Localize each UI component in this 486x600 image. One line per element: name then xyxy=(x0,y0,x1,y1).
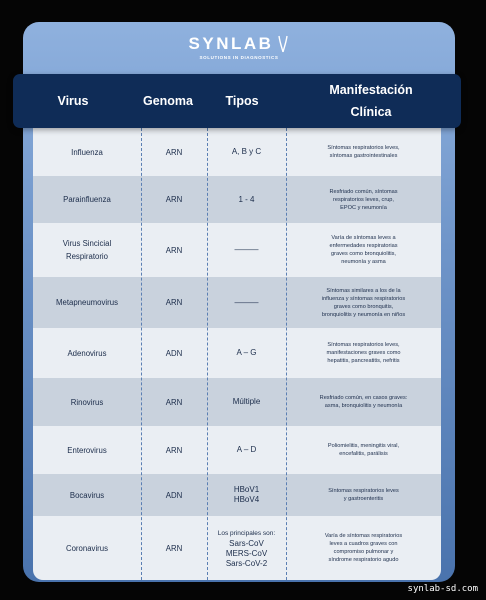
virus-name-line: Metapneumovirus xyxy=(56,298,118,307)
header-manifestacion xyxy=(281,79,461,123)
manifestacion-value-line: síntomas gastrointestinales xyxy=(329,153,398,159)
manifestacion-value-line: Varía de síntomas leves a xyxy=(331,235,396,241)
virus-name-line: Enterovirus xyxy=(67,445,107,455)
tipos-value xyxy=(207,348,286,358)
tipos-value xyxy=(207,298,286,308)
genoma-value: ARN xyxy=(165,445,183,455)
virus-name xyxy=(33,146,141,159)
genoma-value: ADN xyxy=(165,348,183,358)
tipos-value-line: HBoV4 xyxy=(233,495,260,504)
manifestacion-value-line: y gastroenteritis xyxy=(343,496,384,502)
column-divider xyxy=(286,128,287,580)
virus-name-line: Respiratorio xyxy=(65,252,109,261)
tipos-value xyxy=(207,445,286,455)
genoma-value: ARN xyxy=(165,147,183,157)
virus-name-line: Influenza xyxy=(71,147,103,157)
virus-name xyxy=(33,444,141,457)
synlab-logo xyxy=(23,34,455,70)
genoma-value: ARN xyxy=(165,195,183,204)
tipos-note: Los principales son: xyxy=(217,529,276,537)
manifestacion-value-line: Resfriado común, síntomas xyxy=(329,188,398,195)
manifestacion-value-line: asma, bronquiolitis y neumonía xyxy=(324,403,403,409)
manifestacion-value-line: hepatitis, pancreatitis, nefritis xyxy=(327,358,400,364)
virus-name xyxy=(33,542,141,555)
manifestacion-value xyxy=(286,234,441,266)
manifestacion-value-line: enfermedades respiratorias xyxy=(329,243,398,249)
tipos-value-line: A – D xyxy=(236,445,257,454)
virus-name xyxy=(33,193,141,206)
table-row xyxy=(33,328,441,378)
manifestacion-value-line: Síntomas similares a los de la xyxy=(326,287,401,294)
virus-name xyxy=(33,347,141,360)
virus-name-line: Coronavirus xyxy=(65,543,109,553)
genoma-value: ARN xyxy=(165,543,183,553)
manifestacion-value-line: Resfriado común, en casos graves: xyxy=(319,395,408,401)
tipos-value xyxy=(207,397,286,407)
manifestacion-value-line: EPOC y neumonía xyxy=(340,204,387,211)
manifestacion-value-line: neumonía y asma xyxy=(341,259,386,265)
manifestacion-value-line: síndrome respiratorio agudo xyxy=(328,557,399,563)
header-manifestacion-line2: Clínica xyxy=(350,105,392,119)
tipos-value xyxy=(207,147,286,157)
header-genoma: Genoma xyxy=(142,94,193,108)
tipos-value-line: MERS-CoV xyxy=(225,548,268,558)
table-row xyxy=(33,474,441,516)
tipos-value-line: ——— xyxy=(234,297,259,307)
manifestacion-value xyxy=(286,394,441,410)
table-row xyxy=(33,128,441,176)
manifestacion-value-line: bronquiolitis y neumonía en niños xyxy=(321,311,406,318)
manifestacion-value xyxy=(286,144,441,160)
table-row xyxy=(33,223,441,277)
tipos-value xyxy=(207,245,286,255)
virus-name xyxy=(33,237,141,263)
brand-tagline: SOLUTIONS IN DIAGNOSTICS xyxy=(199,55,279,60)
genoma-value: ADN xyxy=(165,490,183,500)
manifestacion-value xyxy=(286,487,441,503)
manifestacion-value-line: Síntomas respiratorios leves xyxy=(328,488,399,494)
header-manifestacion-line1: Manifestación xyxy=(329,83,413,97)
manifestacion-value-line: influenza y síntomas respiratorios xyxy=(321,295,406,302)
table-row xyxy=(33,176,441,223)
watermark: synlab-sd.com xyxy=(407,584,478,594)
column-divider xyxy=(141,128,142,580)
genoma-value: ARN xyxy=(165,298,183,307)
virus-name-line: Bocavirus xyxy=(69,490,105,500)
manifestacion-value-line: respiratorios leves, crup, xyxy=(333,196,394,203)
tipos-value-line: 1 - 4 xyxy=(238,194,255,204)
manifestacion-value-line: encefalitis, parálisis xyxy=(339,451,388,457)
manifestacion-value-line: manifestaciones graves como xyxy=(326,350,401,356)
leaf-icon xyxy=(277,35,289,53)
table-row xyxy=(33,378,441,426)
tipos-value-line: Sars-CoV xyxy=(229,538,264,548)
virus-table xyxy=(33,128,441,580)
tipos-value xyxy=(207,195,286,205)
manifestacion-value-line: leves a cuadros graves con xyxy=(329,541,398,547)
header-virus: Virus xyxy=(57,94,89,108)
virus-name xyxy=(33,489,141,502)
virus-name-line: Rinovirus xyxy=(70,397,104,407)
brand-name: SYNLAB xyxy=(188,34,274,53)
virus-name-line: Virus Sincicial xyxy=(62,239,112,248)
manifestacion-value xyxy=(286,287,441,319)
manifestacion-value-line: Síntomas respiratorios leves, xyxy=(327,145,400,151)
genoma-value: ARN xyxy=(165,397,183,407)
virus-name xyxy=(33,296,141,309)
manifestacion-value-line: Varía de síntomas respiratorios xyxy=(324,533,403,539)
tipos-value-line: Sars-CoV-2 xyxy=(225,558,268,568)
manifestacion-value-line: compromiso pulmonar y xyxy=(333,549,394,555)
manifestacion-value xyxy=(286,188,441,212)
tipos-value-line: Múltiple xyxy=(232,397,261,406)
virus-name-line: Parainfluenza xyxy=(63,195,111,204)
manifestacion-value xyxy=(286,442,441,458)
tipos-value-line: A, B y C xyxy=(231,147,262,156)
virus-name xyxy=(33,396,141,409)
tipos-value xyxy=(207,528,286,569)
manifestacion-value-line: graves como bronquiolitis, xyxy=(331,251,396,257)
genoma-value: ARN xyxy=(165,245,183,255)
tipos-value-line: A – G xyxy=(236,348,257,357)
manifestacion-value xyxy=(286,341,441,365)
manifestacion-value-line: Síntomas respiratorios leves, xyxy=(327,342,400,348)
tipos-value-line: ——— xyxy=(234,245,259,254)
virus-name-line: Adenovirus xyxy=(67,348,107,358)
table-row xyxy=(33,516,441,580)
manifestacion-value-line: graves como bronquitis, xyxy=(333,303,394,310)
table-row xyxy=(33,277,441,328)
table-header xyxy=(13,74,461,128)
manifestacion-value-line: Poliomielitis, meningitis viral, xyxy=(327,443,400,449)
tipos-value xyxy=(207,485,286,505)
column-divider xyxy=(207,128,208,580)
header-tipos: Tipos xyxy=(225,94,259,108)
tipos-value-line: HBoV1 xyxy=(233,485,260,494)
table-row xyxy=(33,426,441,474)
manifestacion-value xyxy=(286,532,441,564)
